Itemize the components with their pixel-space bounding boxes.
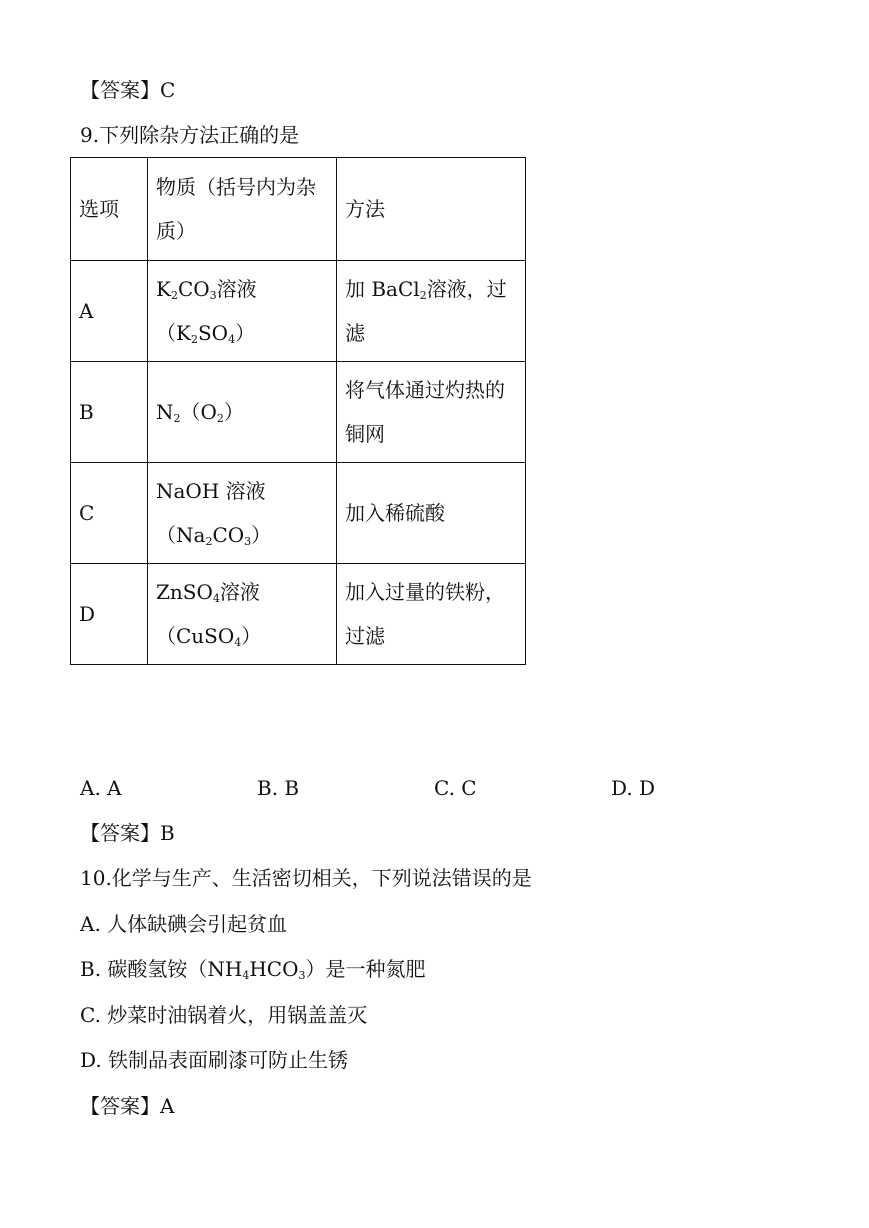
table-header-row <box>71 158 526 261</box>
q10-option-c: C. 炒菜时油锅着火，用锅盖盖灭 <box>80 1003 368 1027</box>
q9-options <box>80 774 800 802</box>
header-substance: 物质（括号内为杂质） <box>148 158 337 261</box>
q10-option-d: D. 铁制品表面刷漆可防止生锈 <box>80 1048 349 1072</box>
header-method: 方法 <box>337 158 526 261</box>
q8-answer: 【答案】C <box>80 78 176 102</box>
q9-option-a: A. A <box>80 776 122 800</box>
q9-answer: 【答案】B <box>80 821 175 845</box>
row-option: A <box>71 261 148 362</box>
table-row <box>71 261 526 362</box>
q9-stem: 9.下列除杂方法正确的是 <box>80 123 300 147</box>
row-substance: ZnSO$_4$溶液（CuSO$_4$） <box>148 564 337 665</box>
row-option: B <box>71 362 148 463</box>
row-method: 加入过量的铁粉，过滤 <box>337 564 526 665</box>
q9-option-b: B. B <box>257 776 300 800</box>
q9-option-c: C. C <box>434 776 477 800</box>
table-row <box>71 362 526 463</box>
row-method: 将气体通过灼热的铜网 <box>337 362 526 463</box>
table-row <box>71 564 526 665</box>
q10-option-b: B. 碳酸氢铵$(NH_4HCO_3)$是一种氮肥 <box>80 957 426 982</box>
q10-answer: 【答案】A <box>80 1094 175 1118</box>
q9-table <box>70 157 526 665</box>
q10-stem: 10.化学与生产、生活密切相关，下列说法错误的是 <box>80 866 532 890</box>
row-method: 加入稀硫酸 <box>337 463 526 564</box>
q10-option-a: A. 人体缺碘会引起贫血 <box>80 912 288 936</box>
row-method: 加 BaCl$_2$溶液，过滤 <box>337 261 526 362</box>
row-option: D <box>71 564 148 665</box>
row-substance: $N_2(O_2)$ <box>148 362 337 463</box>
q9-option-d: D. D <box>611 776 656 800</box>
table-row <box>71 463 526 564</box>
header-option: 选项 <box>71 158 148 261</box>
row-substance: NaOH 溶液$(Na_2CO_3)$ <box>148 463 337 564</box>
row-option: C <box>71 463 148 564</box>
row-substance: $K_2CO_3$溶液$(K_2SO_4)$ <box>148 261 337 362</box>
